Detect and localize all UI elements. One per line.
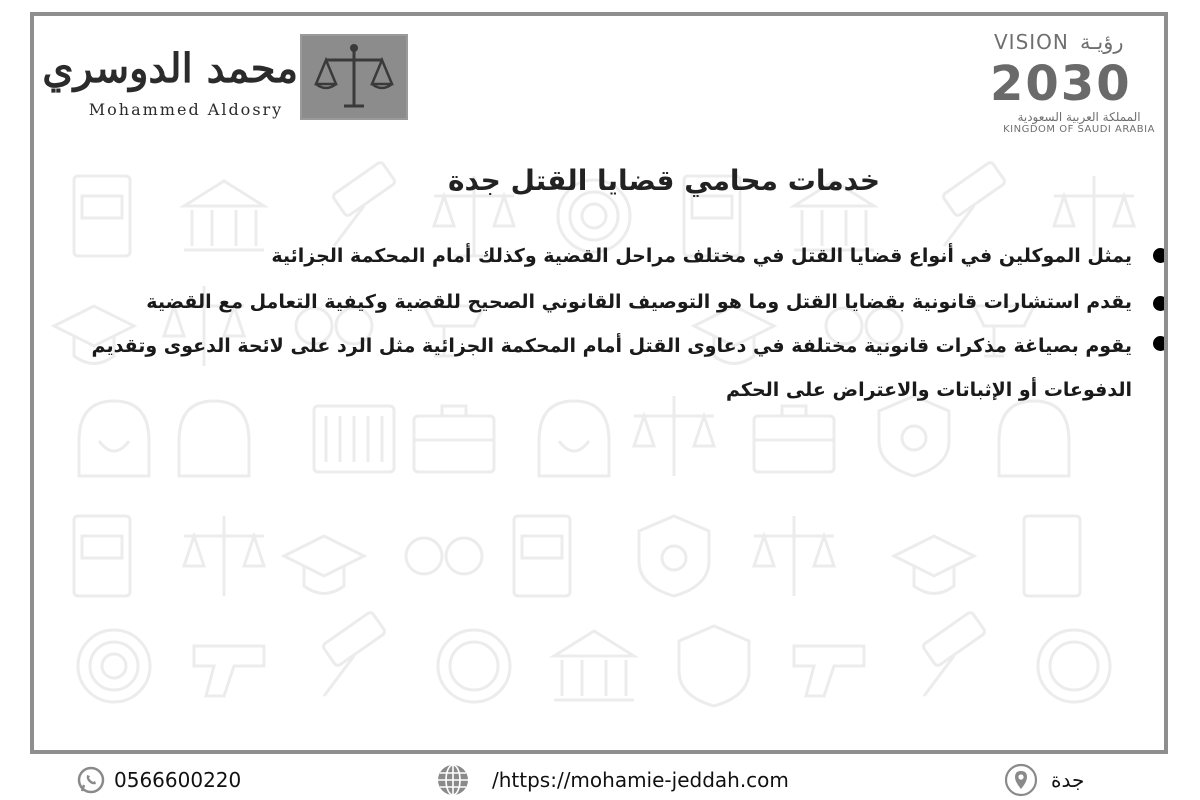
location-contact (1005, 760, 1084, 800)
globe-icon (436, 763, 470, 797)
bullet-dot-icon (1153, 296, 1168, 311)
vision-year: 2030 (990, 56, 1132, 112)
logo-latin-name: Mohammed Aldosry (88, 100, 284, 119)
bullet-dot-icon (1153, 248, 1168, 263)
website-contact[interactable] (436, 760, 789, 800)
logo-arabic-name: محمد الدوسري (42, 45, 298, 92)
vision-arabic-word: رؤيـة (1079, 30, 1124, 54)
kingdom-name-arabic: المملكة العربية السعودية (1017, 110, 1141, 124)
list-item (84, 324, 1168, 412)
location-city: جدة (1051, 768, 1085, 792)
list-item (84, 280, 1168, 324)
vision-word: VISION (994, 30, 1069, 54)
location-pin-icon (1005, 763, 1037, 797)
vision-2030-logo (986, 30, 1166, 136)
website-url: /https://mohamie-jeddah.com (492, 768, 789, 792)
list-item-text: يقدم استشارات قانونية بقضايا القتل وما هو التوصيف القانوني الصحيح للقضية وكيفية التعامل مع القضية (146, 291, 1132, 313)
bullet-dot-icon (1153, 336, 1168, 351)
phone-contact[interactable] (76, 760, 241, 800)
list-item (84, 234, 1168, 278)
contact-footer (0, 760, 1200, 800)
scales-of-justice-icon (300, 34, 408, 120)
page-title: خدمات محامي قضايا القتل جدة (447, 164, 881, 197)
whatsapp-icon (76, 765, 106, 795)
phone-number: 0566600220 (114, 768, 242, 792)
list-item-text: يمثل الموكلين في أنواع قضايا القتل في مختلف مراحل القضية وكذلك أمام المحكمة الجزائية (271, 245, 1132, 267)
lawyer-logo (42, 34, 409, 124)
services-list (84, 234, 1168, 412)
content-frame (30, 12, 1168, 754)
kingdom-name-english: KINGDOM OF SAUDI ARABIA (1003, 124, 1155, 135)
list-item-text: يقوم بصياغة مذكرات قانونية مختلفة في دعاوى القتل أمام المحكمة الجزائية مثل الرد على لائحة الدعوى وتقديم الدفوعات أو الإثباتات والاعتراض على الحكم (91, 335, 1132, 401)
